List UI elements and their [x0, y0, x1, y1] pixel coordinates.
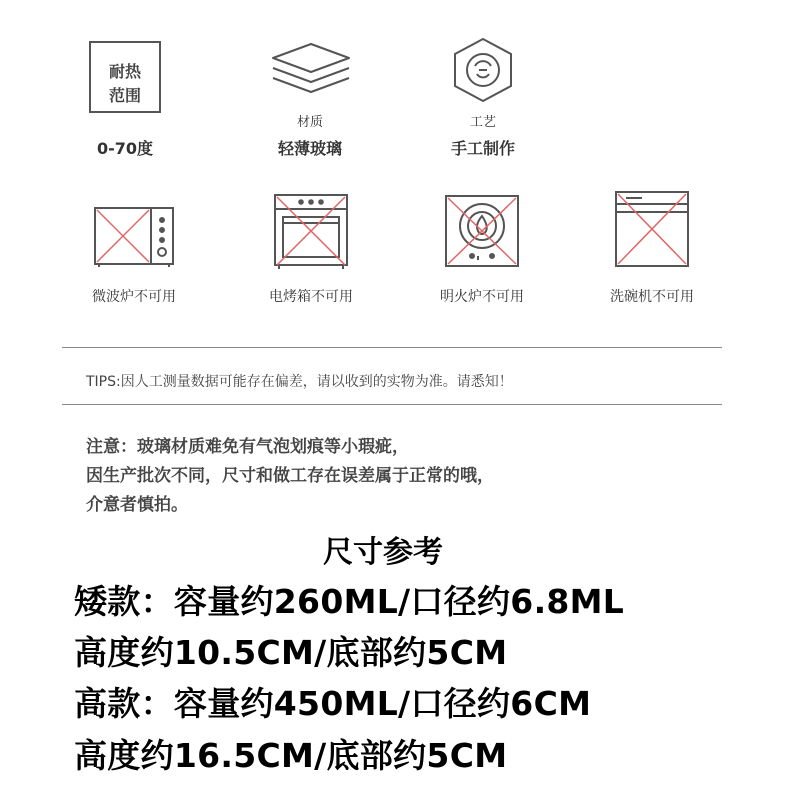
notice-line1: 注意：玻璃材质难免有气泡划痕等小瑕疵， — [86, 437, 409, 457]
size-spec-line2: 高度约10.5CM/底部约5CM — [74, 633, 508, 672]
divider-top — [62, 347, 722, 348]
material-value: 轻薄玻璃 — [277, 139, 342, 158]
craft-caption: 工艺 — [469, 115, 496, 130]
oven-label: 电烤箱不可用 — [269, 289, 353, 305]
size-reference-title: 尺寸参考 — [323, 535, 443, 570]
oven-icon — [273, 193, 349, 271]
notice-line3: 介意者慎拍。 — [86, 495, 188, 515]
craft-value: 手工制作 — [450, 139, 515, 158]
dishwasher-label: 洗碗机不可用 — [610, 289, 694, 305]
handcraft-icon — [448, 36, 518, 104]
heat-range-box-line1: 耐热 — [108, 62, 141, 81]
material-caption: 材质 — [296, 115, 323, 130]
microwave-icon — [93, 206, 175, 268]
glass-layers-icon — [268, 40, 354, 100]
open-flame-label: 明火炉不可用 — [440, 289, 524, 305]
size-spec-line4: 高度约16.5CM/底部约5CM — [74, 736, 508, 775]
heat-range-box-line2: 范围 — [108, 86, 141, 105]
heat-range-value: 0-70度 — [96, 139, 154, 158]
divider-bottom — [62, 404, 722, 405]
heat-range-box — [89, 41, 161, 113]
size-spec-line3: 高款：容量约450ML/口径约6CM — [74, 684, 592, 723]
tips-text: TIPS:因人工测量数据可能存在偏差，请以收到的实物为准。请悉知！ — [86, 374, 513, 390]
dishwasher-icon — [612, 190, 692, 270]
notice-line2: 因生产批次不同，尺寸和做工存在误差属于正常的哦， — [86, 466, 494, 486]
size-spec-line1: 矮款：容量约260ML/口径约6.8ML — [74, 582, 625, 621]
open-flame-icon — [444, 194, 520, 268]
microwave-label: 微波炉不可用 — [92, 289, 176, 305]
